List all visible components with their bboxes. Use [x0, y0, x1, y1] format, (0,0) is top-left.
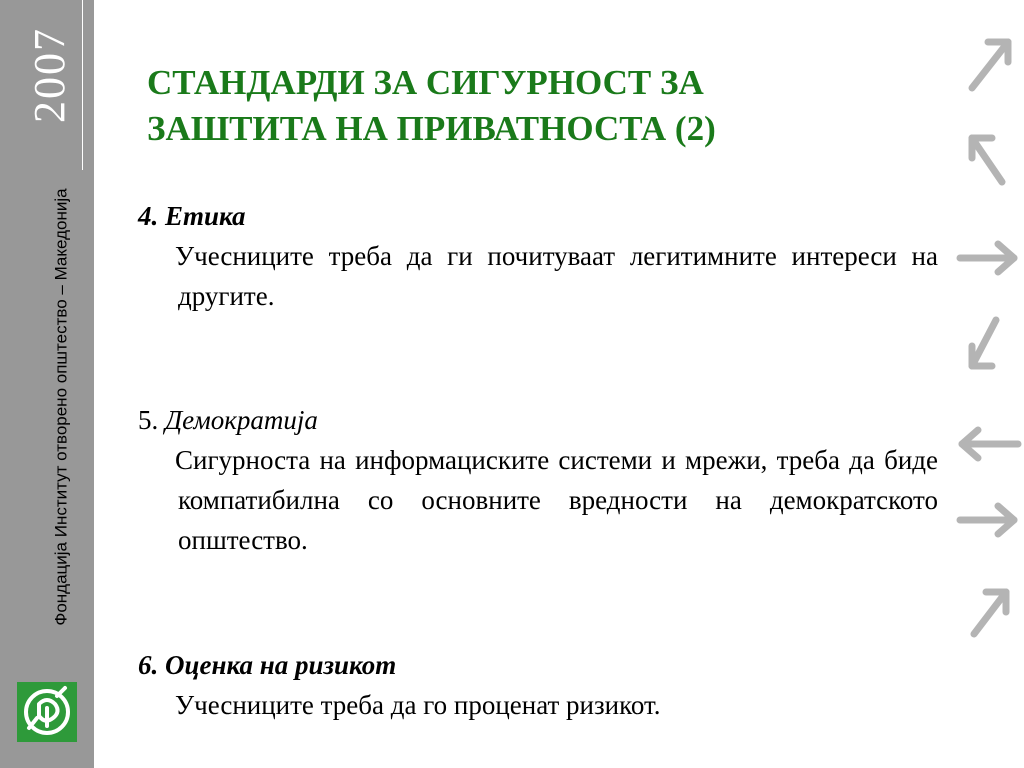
foundation-logo-icon [17, 682, 77, 742]
section-title: Демократија [165, 405, 318, 435]
section-body: Учесниците треба да ги почитуваат легитимните интереси на другите. [175, 241, 938, 311]
section-number: 6. [138, 650, 159, 680]
slide-content [138, 196, 938, 725]
arrow-left-icon [962, 430, 1018, 458]
section-heading [138, 196, 938, 236]
arrow-right-icon [960, 506, 1014, 534]
section-body: Сигурноста на информациските системи и мрежи, треба да биде компатибилна со основните вредности на демократското општество. [175, 445, 938, 555]
slide-title [147, 60, 907, 152]
section-heading [138, 645, 938, 685]
section-ethics [138, 196, 938, 316]
section-number: 4. [138, 201, 159, 231]
section-heading [138, 400, 938, 440]
section-title: Оценка на ризикот [165, 650, 397, 680]
section-risk-assessment [138, 645, 938, 725]
section-title: Етика [165, 201, 246, 231]
organization-name: Фондација Институт отворено општество – Македонија [51, 188, 71, 626]
arrow-up-right-icon [974, 592, 1006, 634]
section-number: 5. [138, 405, 159, 435]
section-democracy [138, 400, 938, 560]
sidebar [0, 0, 94, 768]
year-label: 2007 [25, 27, 74, 123]
arrow-up-right-icon [972, 42, 1008, 88]
decorative-arrows [950, 20, 1024, 680]
arrow-up-left-icon [972, 138, 1002, 182]
sidebar-divider [82, 0, 83, 170]
title-line-2: ЗАШТИТА НА ПРИВАТНОСТА (2) [147, 109, 716, 148]
arrow-down-left-icon [972, 320, 996, 366]
section-body: Учесниците треба да го проценат ризикот. [175, 690, 661, 720]
title-line-1: СТАНДАРДИ ЗА СИГУРНОСТ ЗА [147, 63, 704, 102]
arrow-right-icon [960, 244, 1014, 272]
